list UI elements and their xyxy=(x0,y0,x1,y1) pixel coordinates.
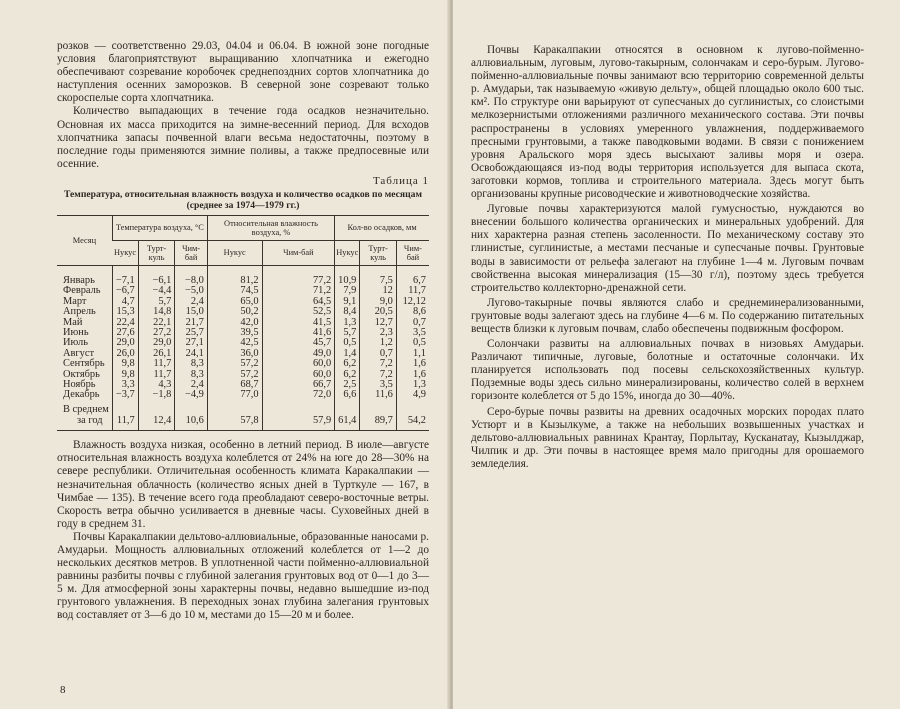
table-cell: −7,1 xyxy=(112,265,138,286)
table-cell: 81,2 xyxy=(207,265,262,286)
month-cell: Май xyxy=(63,316,83,328)
climate-table xyxy=(57,215,429,431)
table-number: Таблица 1 xyxy=(372,174,429,187)
right-paragraph-4: Солончаки развиты на аллювиальных почвах в низовьях Амударьи. Различают типичные, луговые, болотные и остаточные солончаки. Их планируется использовать под посевы сельскохозяйственных культур. Подземные воды здесь сильно минерализированы, количество солей в верхнем горизонте колеблется от 5 до 15%, иногда до 30—40%. xyxy=(471,338,864,403)
table-cell: 74,5 xyxy=(207,286,262,296)
table-cell: 1,3 xyxy=(335,318,360,328)
header-chimbay: Чим-бай xyxy=(262,240,335,265)
table-cell: 9,1 xyxy=(335,297,360,307)
table-cell: 21,7 xyxy=(175,318,208,328)
table-cell: 49,0 xyxy=(262,349,335,359)
table-cell: 77,0 xyxy=(207,390,262,400)
header-chimbay: Чим-бай xyxy=(175,240,208,265)
month-cell: Март xyxy=(63,295,87,307)
left-paragraph-3: Влажность воздуха низкая, особенно в летний период. В июле—августе относительная влажность воздуха колеблется от 24% на юге до 28—30% на севере республики. Отличительная особенность климата Каракалпакии — незначительная облачность (количество ясных дней в Турткуле — 167, в Чимбае — 135). В течение всего года преобладают северо-восточные ветры. Скорость ветра обычно усиливается в дневные часы. Суховейных дней в году в среднем 31. xyxy=(57,439,429,530)
right-paragraph-3: Лугово-такырные почвы являются слабо и среднеминерализованными, грунтовые воды залегают здесь на глубине 4—6 м. По содержанию питательных веществ близки к луговым почвам, слабо обеспечены подвижным фосфором. xyxy=(471,296,864,335)
table-cell: 3,3 xyxy=(112,380,138,390)
table-cell: −8,0 xyxy=(175,265,208,286)
table-cell: 9,8 xyxy=(112,359,138,369)
table-cell: 7,9 xyxy=(335,286,360,296)
table-cell: 2,4 xyxy=(175,380,208,390)
table-cell: 11,7 xyxy=(138,359,175,369)
table-cell: 7,5 xyxy=(360,265,397,286)
table-cell: 27,6 xyxy=(112,328,138,338)
table-title: Температура, относительная влажность воздуха и количество осадков по месяцам (среднее за 1974—1979 гг.) xyxy=(64,188,422,211)
table-cell: 3,5 xyxy=(360,380,397,390)
table-cell: 6,2 xyxy=(335,359,360,369)
table-cell: 25,7 xyxy=(175,328,208,338)
table-cell: 45,7 xyxy=(262,338,335,348)
climate-table-body xyxy=(57,265,429,430)
table-cell: 2,5 xyxy=(335,380,360,390)
table-cell: 20,5 xyxy=(360,307,397,317)
page-number: 8 xyxy=(60,684,66,696)
month-cell: Сентябрь xyxy=(63,358,105,370)
table-cell: 8,4 xyxy=(335,307,360,317)
month-cell: Февраль xyxy=(63,285,101,297)
table-cell: 36,0 xyxy=(207,349,262,359)
month-cell: Декабрь xyxy=(63,389,100,401)
left-paragraph-4: Почвы Каракалпакии дельтово-аллювиальные, образованные наносами р. Амударьи. Мощность аллювиальных отложений колеблется от 1—2 до нескольких десятков метров. В уплотненной части пойменно-аллювиальной равнины разбиты почвы с глубиной залегания грунтовых вод от 0—1 до 3—5 м. Для атмосферной зоны характерны почвы, недавно вышедшие из-под грунтового увлажнения. В переходных зонах глубина залегания грунтовых вод составляет от 3—6 до 10 м, местами до 15—20 м и более. xyxy=(57,530,429,622)
table-cell: 0,5 xyxy=(335,338,360,348)
table-cell: 27,2 xyxy=(138,328,175,338)
header-month: Месяц xyxy=(57,215,112,265)
table-cell: 57,2 xyxy=(207,359,262,369)
table-cell: 60,0 xyxy=(262,359,335,369)
table-cell: −6,1 xyxy=(138,265,175,286)
table-cell: 1,1 xyxy=(396,349,429,359)
table-cell: −4,9 xyxy=(175,390,208,400)
header-nukus: Нукус xyxy=(112,240,138,265)
month-cell: Июль xyxy=(63,337,88,349)
table-cell: 8,3 xyxy=(175,359,208,369)
table-cell: −6,7 xyxy=(112,286,138,296)
right-paragraph-5: Серо-бурые почвы развиты на древних осадочных морских породах плато Устюрт и в Кызылкуме, а также на небольших возвышенных участках и дельтово-аллювиальных равнинах Крантау, Порлытау, Кусканатау, Кызылджар, Чилпик и др. Эти почвы в настоящее время мало пригодны для орошаемого земледелия. xyxy=(471,405,864,470)
table-cell: 1,3 xyxy=(396,380,429,390)
table-cell: 6,7 xyxy=(396,265,429,286)
table-cell: 12,4 xyxy=(138,401,175,431)
table-cell: 11,6 xyxy=(360,390,397,400)
table-cell: 39,5 xyxy=(207,328,262,338)
table-cell: 0,7 xyxy=(360,349,397,359)
table-cell: 1,2 xyxy=(360,338,397,348)
table-cell: 64,5 xyxy=(262,297,335,307)
table-cell: 77,2 xyxy=(262,265,335,286)
right-paragraph-1: Почвы Каракалпакии относятся в основном к лугово-пойменно-аллювиальным, луговым, лугово-такырным, солончакам и серо-бурым. Лугово-пойменно-аллювиальные почвы занимают всю территорию современной дельты р. Амударьи, так называемую «живую дельту», общей площадью около 600 тыс. км². По структуре они варьируют от супесчаных до суглинистых, со слоистыми мелкозернистыми отложениями различного механического состава. Эти почвы распространены в условиях умеренного увлажнения, поддерживаемого пресными грунтовыми, а также паводковыми водами. В связи с понижением уровня Аральского моря здесь высыхают заливы моря и озера. Освобождающаяся из-под воды территория используется для выпаса скота, заготовки кормов, топлива и строительного материала. Здесь могут быть организованы крупные рисоводческие и животноводческие хозяйства. xyxy=(471,44,864,201)
table-cell: 68,7 xyxy=(207,380,262,390)
table-cell: −5,0 xyxy=(175,286,208,296)
table-cell: 4,9 xyxy=(396,390,429,400)
table-cell: 71,2 xyxy=(262,286,335,296)
table-cell: 54,2 xyxy=(396,401,429,431)
left-paragraph-2: Количество выпадающих в течение года осадков незначительно. Основная их масса приходится на зимне-весенний период. Для всходов хлопчатника запасы почвенной влаги весьма недостаточны, поэтому в последние годы применяются зимние поливы, а также предпосевные или осенние. xyxy=(57,105,429,170)
table-cell: 26,0 xyxy=(112,349,138,359)
table-cell: −1,8 xyxy=(138,390,175,400)
table-cell: 1,6 xyxy=(396,359,429,369)
table-row-average xyxy=(57,401,429,431)
header-chimbay: Чим-бай xyxy=(396,240,429,265)
table-cell: 57,9 xyxy=(262,401,335,431)
table-cell: 15,0 xyxy=(175,307,208,317)
table-cell: 65,0 xyxy=(207,297,262,307)
table-cell: 50,2 xyxy=(207,307,262,317)
table-cell: 1,4 xyxy=(335,349,360,359)
table-cell: 42,5 xyxy=(207,338,262,348)
month-cell: Ноябрь xyxy=(63,379,96,390)
month-cell: Июнь xyxy=(63,326,89,338)
month-cell: Октябрь xyxy=(63,368,100,380)
table-cell: −4,4 xyxy=(138,286,175,296)
table-cell: 60,0 xyxy=(262,370,335,380)
table-cell: 1,6 xyxy=(396,370,429,380)
average-label xyxy=(57,401,112,431)
table-cell: 89,7 xyxy=(360,401,397,431)
table-cell: 66,7 xyxy=(262,380,335,390)
table-cell: 12,7 xyxy=(360,318,397,328)
month-cell: Апрель xyxy=(63,306,96,318)
table-cell: 57,2 xyxy=(207,370,262,380)
left-paragraph-1: розков — соответственно 29.03, 04.04 и 06.04. В южной зоне погодные условия благоприятствуют выращиванию хлопчатника и ежегодно обеспечивают созревание коробочек среднепоздних сортов хлопчатника до наступления осенних заморозков. В северной зоне созревают только скороспелые сорта хлопчатника. xyxy=(57,40,429,105)
table-cell: 0,5 xyxy=(396,338,429,348)
month-cell: Август xyxy=(63,347,95,359)
table-cell: 41,5 xyxy=(262,318,335,328)
table-cell: 7,2 xyxy=(360,370,397,380)
table-cell: −3,7 xyxy=(112,390,138,400)
header-temperature: Температура воздуха, °С xyxy=(112,215,207,240)
table-cell: 41,6 xyxy=(262,328,335,338)
table-cell: 22,4 xyxy=(112,318,138,328)
table-cell: 14,8 xyxy=(138,307,175,317)
table-row xyxy=(57,307,429,317)
table-cell: 22,1 xyxy=(138,318,175,328)
header-turtkul: Турт-куль xyxy=(360,240,397,265)
table-cell: 72,0 xyxy=(262,390,335,400)
header-precipitation: Кол-во осадков, мм xyxy=(335,215,429,240)
table-cell: 15,3 xyxy=(112,307,138,317)
table-cell: 6,2 xyxy=(335,370,360,380)
header-nukus: Нукус xyxy=(335,240,360,265)
table-cell: 24,1 xyxy=(175,349,208,359)
table-cell: 0,7 xyxy=(396,318,429,328)
average-label-line-1: В среднем xyxy=(63,403,109,415)
table-cell: 11,7 xyxy=(396,286,429,296)
header-humidity: Относительная влажность воздуха, % xyxy=(207,215,334,240)
table-cell: 11,7 xyxy=(138,370,175,380)
header-turtkul: Турт-куль xyxy=(138,240,175,265)
table-cell: 9,0 xyxy=(360,297,397,307)
table-cell: 4,3 xyxy=(138,380,175,390)
table-cell: 10,6 xyxy=(175,401,208,431)
table-cell: 2,3 xyxy=(360,328,397,338)
table-cell: 4,7 xyxy=(112,297,138,307)
table-cell: 26,1 xyxy=(138,349,175,359)
table-cell: 12,12 xyxy=(396,297,429,307)
table-cell: 29,0 xyxy=(112,338,138,348)
table-cell: 42,0 xyxy=(207,318,262,328)
header-nukus: Нукус xyxy=(207,240,262,265)
table-cell: 52,5 xyxy=(262,307,335,317)
right-paragraph-2: Луговые почвы характеризуются малой гумусностью, нуждаются во внесении большого количества органических и минеральных удобрений. Для них характерна разная степень засоленности. По механическому составу это глинистые, суглинистые, а местами песчаные и супесчаные почвы. Грунтовые воды в зависимости от рельефа залегают на глубине 1—4 м. Луговым почвам свойственна высокая минерализация (15—30 г/л), поэтому здесь требуется строительство коллекторно-дренажной сети. xyxy=(471,203,864,294)
right-page xyxy=(453,0,900,709)
month-cell: Январь xyxy=(63,274,95,286)
table-cell: 5,7 xyxy=(138,297,175,307)
table-cell: 6,6 xyxy=(335,390,360,400)
table-cell: 5,7 xyxy=(335,328,360,338)
table-cell: 3,5 xyxy=(396,328,429,338)
table-cell: 8,6 xyxy=(396,307,429,317)
table-cell: 57,8 xyxy=(207,401,262,431)
table-cell: 8,3 xyxy=(175,370,208,380)
table-cell: 27,1 xyxy=(175,338,208,348)
table-cell: 2,4 xyxy=(175,297,208,307)
table-cell: 9,8 xyxy=(112,370,138,380)
table-cell: 12 xyxy=(360,286,397,296)
table-row xyxy=(57,265,429,286)
table-cell: 10,9 xyxy=(335,265,360,286)
table-cell: 29,0 xyxy=(138,338,175,348)
table-row xyxy=(57,390,429,400)
average-label-line-2: за год xyxy=(77,414,103,426)
table-cell: 61,4 xyxy=(335,401,360,431)
table-cell: 7,2 xyxy=(360,359,397,369)
table-cell: 11,7 xyxy=(112,401,138,431)
